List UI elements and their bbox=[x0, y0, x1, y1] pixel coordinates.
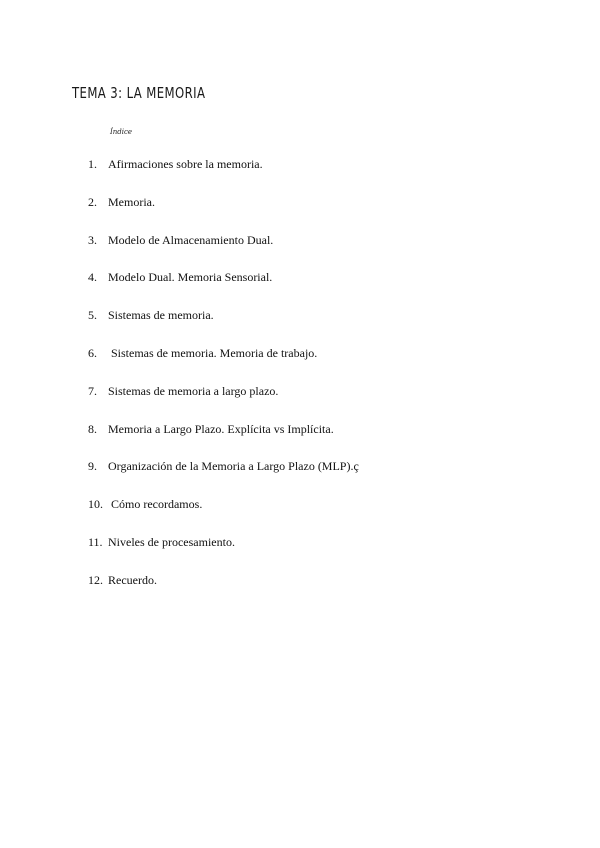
toc-item-text: Modelo de Almacenamiento Dual. bbox=[108, 232, 274, 247]
index-label: Índice bbox=[110, 128, 133, 136]
toc-item bbox=[88, 458, 359, 496]
toc-item bbox=[88, 345, 359, 383]
toc-item bbox=[88, 194, 359, 232]
toc-item-text: Sistemas de memoria. Memoria de trabajo. bbox=[108, 345, 318, 360]
toc-item-number: 3. bbox=[88, 232, 97, 247]
toc-item bbox=[88, 572, 359, 610]
toc-item-number: 9. bbox=[88, 459, 97, 474]
toc-item-number: 12. bbox=[88, 572, 103, 587]
toc-item-text: Cómo recordamos. bbox=[108, 497, 203, 512]
toc-item-text: Memoria. bbox=[108, 194, 155, 209]
toc-item-text: Recuerdo. bbox=[108, 572, 157, 587]
toc-item-number: 2. bbox=[88, 194, 97, 209]
document-title: TEMA 3: LA MEMORIA bbox=[72, 84, 206, 102]
toc-item-number: 1. bbox=[88, 157, 97, 171]
toc-item-text: Memoria a Largo Plazo. Explícita vs Implícita. bbox=[108, 421, 334, 436]
toc-item-number: 8. bbox=[88, 421, 97, 436]
toc-item-number: 5. bbox=[88, 308, 97, 323]
toc-item bbox=[88, 383, 359, 421]
toc-item bbox=[88, 307, 359, 345]
toc-item-text: Sistemas de memoria. bbox=[108, 308, 214, 323]
toc-item bbox=[88, 421, 359, 459]
toc-item-text: Sistemas de memoria a largo plazo. bbox=[108, 383, 279, 398]
toc-item-number: 7. bbox=[88, 383, 97, 398]
toc-item-number: 4. bbox=[88, 270, 97, 285]
toc-item-number: 6. bbox=[88, 345, 97, 360]
toc-item-number: 10. bbox=[88, 497, 103, 512]
toc-item bbox=[88, 232, 359, 270]
toc-item-number: 11. bbox=[88, 534, 103, 549]
toc-item bbox=[88, 269, 359, 307]
toc-item-text: Niveles de procesamiento. bbox=[108, 534, 235, 549]
toc-item bbox=[88, 534, 359, 572]
toc-item-text: Modelo Dual. Memoria Sensorial. bbox=[108, 270, 273, 285]
toc-item-text: Organización de la Memoria a Largo Plazo (MLP).ç bbox=[108, 459, 359, 474]
toc-item bbox=[88, 156, 359, 194]
toc-item-text: Afirmaciones sobre la memoria. bbox=[108, 157, 263, 171]
table-of-contents bbox=[88, 156, 359, 610]
toc-item bbox=[88, 496, 359, 534]
